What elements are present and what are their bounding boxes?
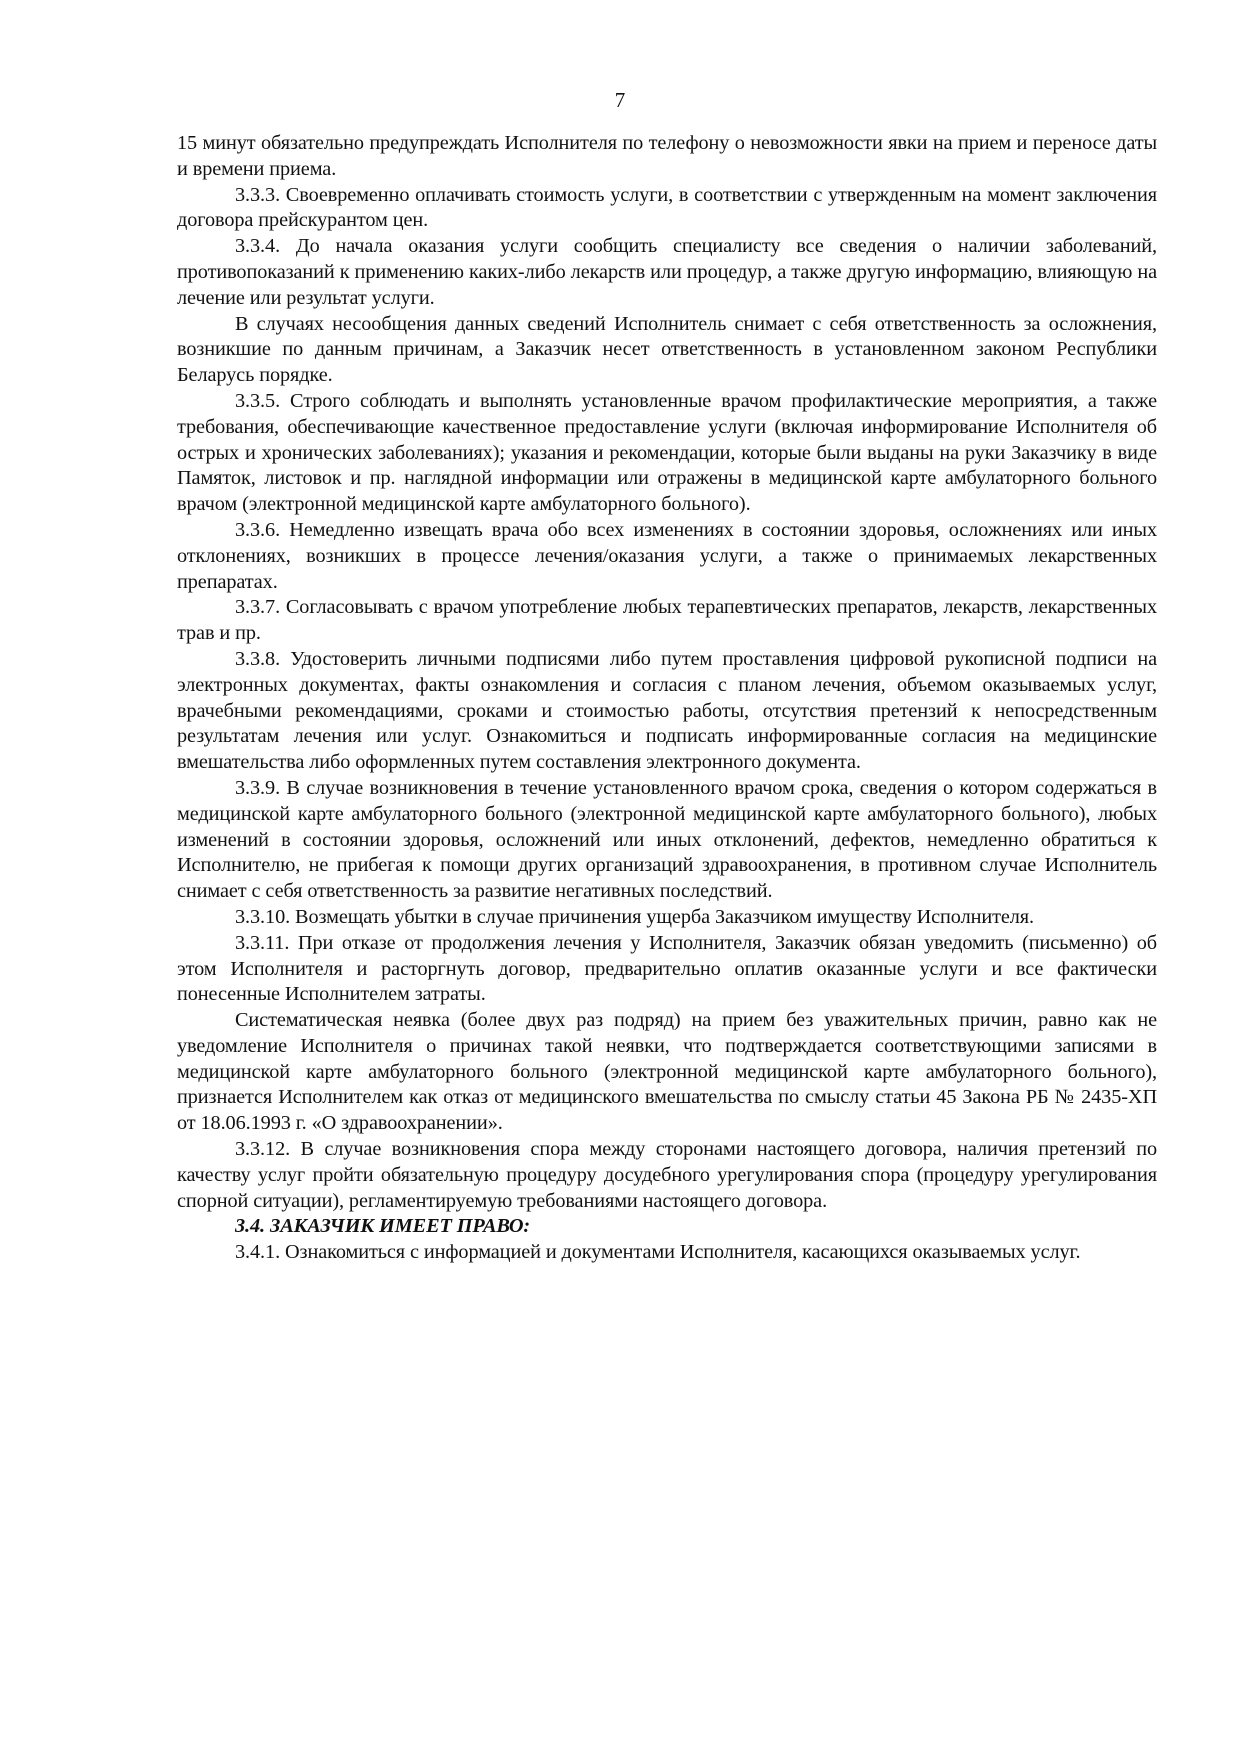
page-number: 7 — [614, 88, 626, 112]
clause-3-3-10: 3.3.10. Возмещать убытки в случае причинения ущерба Заказчиком имуществу Исполнителя. — [235, 905, 1034, 928]
clause-3-3-12: 3.3.12. В случае возникновения спора между сторонами настоящего договора, наличия претензий по качеству услуг пройти обязательную процедуру досудебного урегулирования спора (процедуру урегулирования спорной ситуации), регламентируемую требованиями настоящего договора. — [177, 1138, 1157, 1212]
clause-3-3-7: 3.3.7. Согласовывать с врачом употребление любых терапевтических препаратов, лекарств, лекарственных трав и пр. — [177, 596, 1157, 645]
document-body — [177, 131, 1157, 1266]
clause-3-3-4-note: В случаях несообщения данных сведений Исполнитель снимает с себя ответственность за осложнения, возникшие по данным причинам, а Заказчик несет ответственность в установленном законом Республики Беларусь порядке. — [177, 312, 1157, 387]
clause-3-3-11: 3.3.11. При отказе от продолжения лечения у Исполнителя, Заказчик обязан уведомить (письменно) об этом Исполнителя и расторгнуть договор, предварительно оплатив оказанные услуги и все фактически понесенные Исполнителем затраты. — [177, 931, 1157, 1006]
clause-3-3-6: 3.3.6. Немедленно извещать врача обо всех изменениях в состоянии здоровья, осложнениях или иных отклонениях, возникших в процессе лечения/оказания услуги, а также о принимаемых лекарственных препаратах. — [177, 518, 1157, 593]
paragraph-continuation: 15 минут обязательно предупреждать Исполнителя по телефону о невозможности явки на прием и переносе даты и времени приема. — [177, 132, 1157, 180]
clause-3-3-8: 3.3.8. Удостоверить личными подписями либо путем проставления цифровой рукописной подписи на электронных документах, факты ознакомления и согласия с планом лечения, объемом оказываемых услуг, врачебными рекомендациями, сроками и стоимостью работы, отсутствия претензий к непосредственным результатам лечения или услуг. Ознакомиться и подписать информированные согласия на медицинские вмешательства либо оформленных путем составления электронного документа. — [177, 647, 1157, 774]
section-heading-3-4: 3.4. ЗАКАЗЧИК ИМЕЕТ ПРАВО: — [235, 1215, 531, 1238]
clause-3-3-3: 3.3.3. Своевременно оплачивать стоимость услуги, в соответствии с утвержденным на момент заключения договора прейскурантом цен. — [177, 183, 1157, 232]
clause-3-4-1: 3.4.1. Ознакомиться с информацией и документами Исполнителя, касающихся оказываемых услуг. — [235, 1241, 1081, 1264]
clause-3-3-5: 3.3.5. Строго соблюдать и выполнять установленные врачом профилактические мероприятия, а также требования, обеспечивающие качественное предоставление услуги (включая информирование Исполнителя об острых и хронических заболеваниях); указания и рекомендации, которые были выданы на руки Заказчику в виде Памяток, листовок и пр. наглядной информации или отражены в медицинской карте амбулаторного больного врачом (электронной медицинской карте амбулаторного больного). — [177, 389, 1157, 516]
clause-3-3-9: 3.3.9. В случае возникновения в течение установленного врачом срока, сведения о котором содержаться в медицинской карте амбулаторного больного (электронной медицинской карте амбулаторного больного), любых изменений в состоянии здоровья, осложнений или иных отклонений, дефектов, немедленно обратиться к Исполнителю, не прибегая к помощи других организаций здравоохранения, в противном случае Исполнитель снимает с себя ответственность за развитие негативных последствий. — [177, 776, 1157, 903]
clause-3-3-11-note: Систематическая неявка (более двух раз подряд) на прием без уважительных причин, равно как не уведомление Исполнителя о причинах такой неявки, что подтверждается соответствующими записями в медицинской карте амбулаторного больного (электронной медицинской карте амбулаторного больного), признается Исполнителем как отказ от медицинского вмешательства по смыслу статьи 45 Закона РБ № 2435-ХП от 18.06.1993 г. «О здравоохранении». — [177, 1009, 1157, 1135]
clause-3-3-4: 3.3.4. До начала оказания услуги сообщить специалисту все сведения о наличии заболеваний, противопоказаний к применению каких-либо лекарств или процедур, а также другую информацию, влияющую на лечение или результат услуги. — [177, 235, 1157, 309]
